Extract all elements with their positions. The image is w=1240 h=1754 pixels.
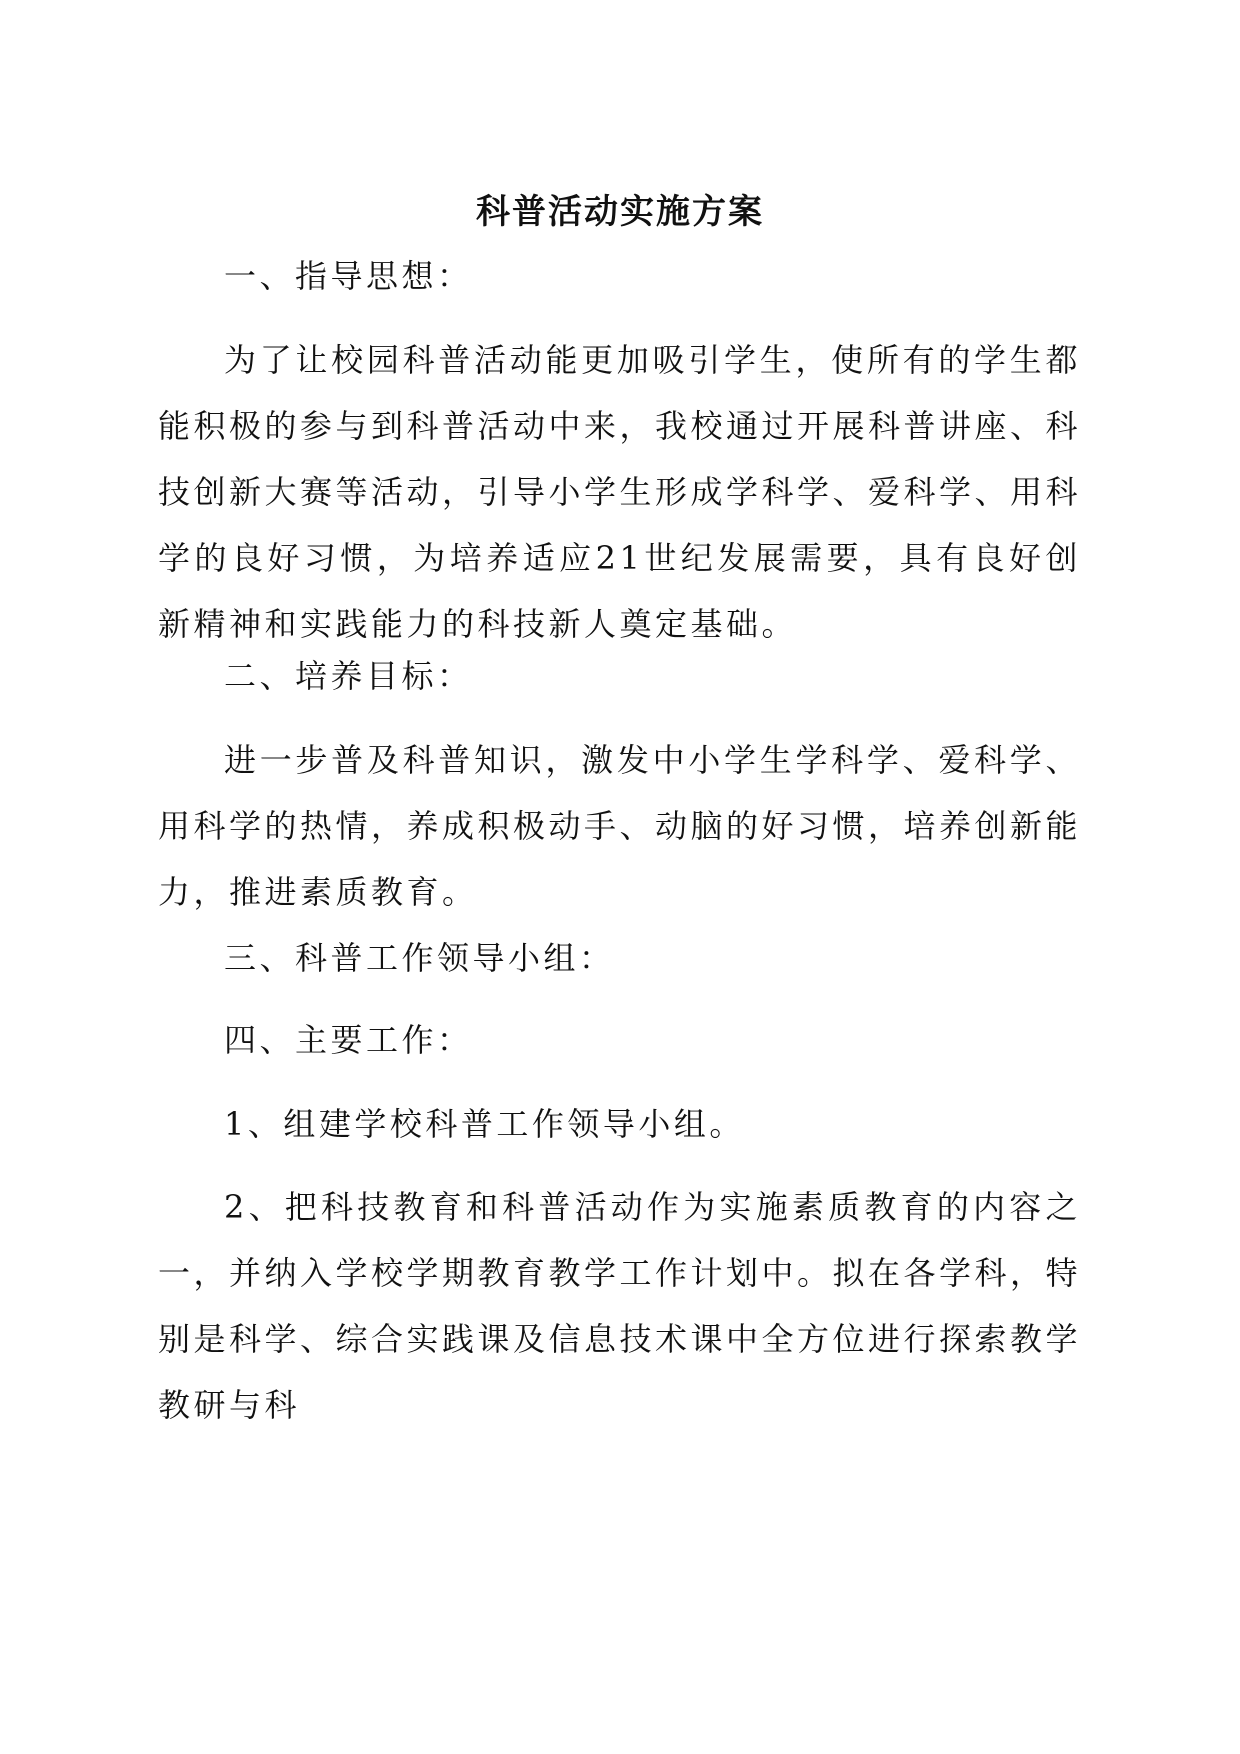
work-item-1: 1、组建学校科普工作领导小组。 — [224, 1105, 745, 1143]
document-title: 科普活动实施方案 — [476, 192, 764, 232]
section-body-training-goals: 进一步普及科普知识，激发中小学生学科学、爱科学、用科学的热情，养成积极动手、动脑的好习惯，培养创新能力，推进素质教育。 — [158, 741, 1082, 911]
section-heading-main-work: 四、主要工作： — [224, 1021, 473, 1059]
section-heading-training-goals: 二、培养目标： — [224, 657, 473, 695]
section-body-guiding-ideology: 为了让校园科普活动能更加吸引学生，使所有的学生都能积极的参与到科普活动中来，我校通过开展科普讲座、科技创新大赛等活动，引导小学生形成学科学、爱科学、用科学的良好习惯，为培养适应21世纪发展需要，具有良好创新精神和实践能力的科技新人奠定基础。 — [158, 341, 1082, 643]
section-heading-guiding-ideology: 一、指导思想： — [224, 257, 473, 295]
work-item-2: 2、把科技教育和科普活动作为实施素质教育的内容之一，并纳入学校学期教育教学工作计划中。拟在各学科，特别是科学、综合实践课及信息技术课中全方位进行探索教学教研与科 — [158, 1188, 1082, 1424]
section-heading-leadership-group: 三、科普工作领导小组： — [224, 939, 615, 977]
